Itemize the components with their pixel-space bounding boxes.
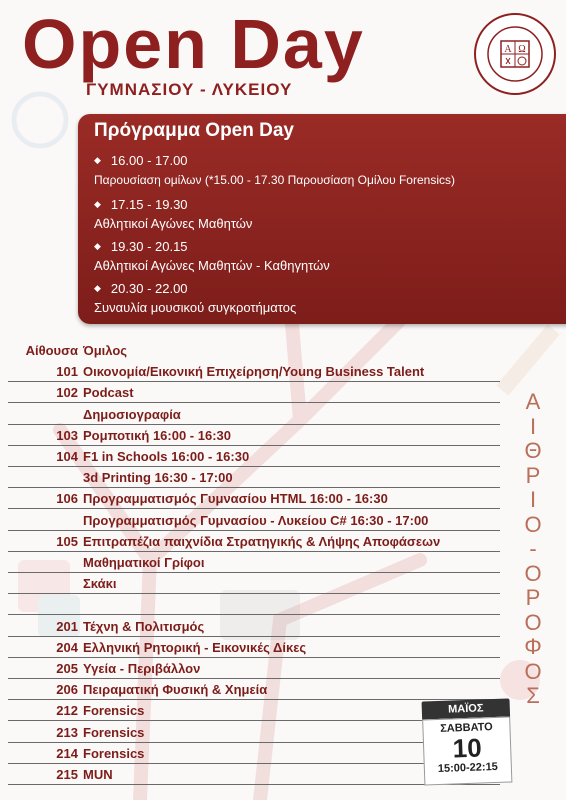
slot-time: ◆ 19.30 - 20.15 — [94, 236, 330, 256]
slot-description: Αθλητικοί Αγώνες Μαθητών — [94, 216, 253, 231]
slot-time: ◆ 20.30 - 22.00 — [94, 278, 296, 298]
club-name: Δημοσιογραφία — [83, 406, 181, 422]
table-row — [0, 488, 500, 509]
side-label-atrium-floor — [518, 390, 548, 709]
calendar-month: ΜΑΪΟΣ — [422, 698, 511, 719]
room-number: 212 — [56, 703, 78, 719]
svg-text:Α: Α — [504, 44, 512, 55]
side-label-letter: Α — [525, 389, 541, 414]
club-name: Μαθηματικοί Γρίφοι — [83, 555, 205, 570]
schedule-slot — [94, 278, 296, 318]
club-name: Τέχνη & Πολιτισμός — [83, 618, 205, 634]
table-row — [0, 361, 500, 382]
table-row — [0, 510, 500, 531]
club-name: Forensics — [83, 745, 145, 761]
table-row — [0, 679, 500, 700]
room-number: 205 — [56, 661, 78, 676]
table-row — [0, 552, 500, 573]
side-label-letter: Ρ — [525, 585, 541, 610]
table-row — [0, 658, 500, 679]
table-row — [0, 382, 500, 403]
table-row — [0, 637, 500, 658]
club-name: Podcast — [83, 385, 134, 401]
side-label-letter: Ο — [524, 658, 542, 684]
schedule-slot — [94, 194, 252, 234]
table-row — [0, 467, 500, 488]
club-name: Forensics — [83, 703, 145, 719]
club-name: Ελληνική Ρητορική - Εικονικές Δίκες — [83, 639, 307, 655]
page-subtitle: ΓΥΜΝΑΣΙΟΥ - ΛΥΚΕΙΟΥ — [86, 80, 293, 99]
header-room: Αίθουσα — [25, 343, 78, 358]
page-title: Open Day — [22, 5, 365, 83]
room-number: 201 — [56, 618, 78, 634]
side-label-letter: Ρ — [525, 462, 541, 488]
room-number: 104 — [56, 449, 78, 464]
side-label-letter: Σ — [526, 683, 540, 708]
side-label-letter: Ο — [524, 511, 542, 537]
calendar-body — [422, 716, 512, 785]
svg-text:Ω: Ω — [518, 44, 526, 55]
room-number: 102 — [56, 385, 78, 401]
side-label-letter: Ι — [529, 487, 537, 512]
club-name: Επιτραπέζια παιχνίδια Στρατηγικής & Λήψης Αποφάσεων — [83, 533, 441, 549]
club-name: F1 in Schools 16:00 - 16:30 — [83, 449, 250, 464]
calendar-weekday: ΣΑΒΒΑΤΟ — [440, 721, 493, 735]
slot-description: Συναυλία μουσικού συγκροτήματος — [94, 300, 297, 315]
table-row — [0, 404, 500, 425]
club-name: Forensics — [83, 724, 145, 740]
table-row — [0, 425, 500, 446]
table-header — [0, 340, 500, 361]
club-name: MUN — [83, 767, 113, 782]
room-number: 213 — [56, 724, 78, 740]
room-number: 206 — [56, 682, 78, 698]
club-name: Πειραματική Φυσική & Χημεία — [83, 682, 268, 698]
room-number: 214 — [56, 745, 78, 761]
table-row — [0, 616, 500, 637]
table-row — [0, 594, 500, 615]
club-name: Οικονομία/Εικονική Επιχείρηση/Young Business Talent — [83, 364, 425, 380]
side-label-letter: Ο — [524, 560, 542, 586]
slot-time: ◆ 17.15 - 19.30 — [94, 194, 252, 214]
table-row — [0, 573, 500, 594]
school-seal-logo — [473, 12, 557, 96]
room-number: 204 — [56, 639, 78, 655]
slot-time: ◆ 16.00 - 17.00 — [94, 150, 455, 170]
schedule-panel — [78, 114, 566, 324]
side-label-letter: Ο — [524, 609, 542, 635]
club-name: Ρομποτική 16:00 - 16:30 — [83, 427, 232, 443]
schedule-slot — [94, 150, 455, 190]
room-number: 101 — [56, 364, 78, 380]
side-label-letter: Ι — [529, 413, 537, 439]
date-calendar-badge — [422, 698, 513, 787]
club-name: Υγεία - Περιβάλλον — [83, 661, 201, 676]
side-label-letter: - — [529, 536, 537, 561]
room-number: 106 — [56, 491, 78, 507]
calendar-hours: 15:00-22:15 — [437, 760, 499, 776]
calendar-day-number: 10 — [452, 732, 483, 764]
club-name: Σκάκι — [83, 576, 117, 592]
room-number: 103 — [56, 427, 78, 443]
table-row — [0, 446, 500, 467]
club-name: 3d Printing 16:30 - 17:00 — [83, 470, 233, 486]
club-name: Προγραμματισμός Γυμνασίου HTML 16:00 - 16:30 — [83, 491, 388, 507]
room-number: 215 — [56, 767, 78, 782]
table-row — [0, 531, 500, 552]
side-label-letter: Φ — [524, 634, 542, 659]
slot-description: Αθλητικοί Αγώνες Μαθητών - Καθηγητών — [94, 258, 330, 273]
slot-description: Παρουσίαση ομίλων (*15.00 - 17.30 Παρουσίαση Ομίλου Forensics) — [94, 173, 455, 187]
club-name: Προγραμματισμός Γυμνασίου - Λυκείου C# 16:30 - 17:00 — [83, 512, 429, 528]
schedule-slot — [94, 236, 330, 276]
header-club: Όμιλος — [83, 343, 128, 358]
room-number: 105 — [56, 533, 78, 549]
side-label-letter: Θ — [524, 438, 542, 463]
schedule-title: Πρόγραμμα Open Day — [94, 120, 294, 141]
